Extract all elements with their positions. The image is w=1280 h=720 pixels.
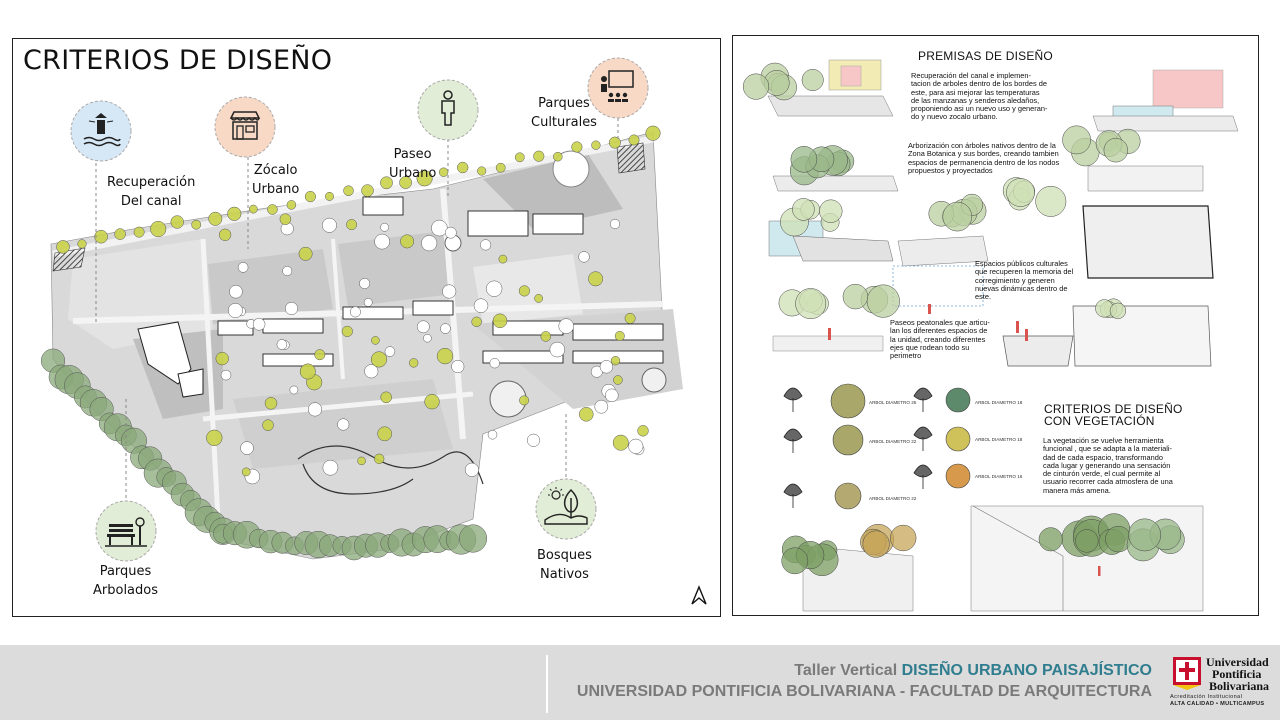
tree-canopy	[323, 460, 338, 475]
tree-legend-symbol	[946, 464, 970, 488]
tree-canopy	[308, 403, 322, 417]
tree-elevation-icon	[784, 429, 802, 453]
tree-canopy	[613, 376, 622, 385]
tree-canopy	[480, 240, 491, 251]
tree-label: ARBOL DIAMETRO 22	[869, 496, 917, 501]
criterion-label-parques-culturales: Parques Culturales	[531, 96, 597, 130]
tree-canopy	[519, 396, 528, 405]
tree-canopy	[459, 525, 487, 553]
tree-sketch	[863, 531, 890, 558]
tree-canopy	[95, 230, 108, 243]
tree-canopy	[588, 272, 602, 286]
tree-canopy	[625, 313, 635, 323]
tree-sketch	[743, 74, 769, 100]
design-premises-illustrations	[733, 36, 1259, 616]
tree-canopy	[322, 218, 336, 232]
tree-label: ARBOL DIAMETRO 22	[869, 439, 917, 444]
tree-canopy	[610, 219, 620, 229]
tree-sketch	[1039, 528, 1062, 551]
tree-canopy	[613, 435, 628, 450]
pedestrian-icon	[417, 79, 479, 141]
tree-canopy	[362, 185, 374, 197]
institution-line: UNIVERSIDAD PONTIFICIA BOLIVARIANA - FACULTAD DE ARQUITECTURA	[576, 683, 1152, 700]
tree-canopy	[285, 302, 298, 315]
tree-canopy	[134, 227, 144, 237]
tree-sketch	[792, 198, 814, 220]
tree-canopy	[442, 285, 456, 299]
tree-sketch	[1129, 519, 1161, 551]
tree-canopy	[283, 266, 292, 275]
tree-canopy	[445, 227, 456, 238]
tree-canopy	[364, 298, 372, 306]
tree-canopy	[228, 303, 242, 317]
tree-canopy	[305, 191, 316, 202]
tree-canopy	[592, 141, 601, 150]
tree-canopy	[338, 419, 350, 431]
tree-canopy	[78, 240, 87, 249]
logo-name-1: Universidad	[1206, 655, 1269, 669]
tree-legend-symbol	[946, 388, 970, 412]
tree-canopy	[375, 234, 390, 249]
tree-canopy	[638, 425, 649, 436]
storefront-icon	[214, 96, 276, 158]
tree-canopy	[325, 192, 333, 200]
tree-canopy	[486, 281, 502, 297]
tree-sketch	[890, 525, 916, 551]
tree-sketch	[819, 200, 842, 223]
tree-canopy	[342, 326, 353, 337]
accreditation-text: Acreditación Institucional	[1170, 694, 1243, 700]
tree-canopy	[381, 392, 392, 403]
tree-canopy	[496, 163, 505, 172]
tree-canopy	[579, 252, 590, 263]
vegetation-heading-line2: CON VEGETACIÓN	[1044, 414, 1155, 428]
tree-canopy	[381, 223, 389, 231]
tree-canopy	[535, 294, 543, 302]
premise-espacios-culturales-text: Espacios públicos culturales que recuperen la memoria del corregimiento y generen nuevas dinámicas dentro de este.	[975, 259, 1074, 302]
premise-arborizacion-text: Arborización con árboles nativos dentro de la Zona Botanica y sus bordes, creando tambien espacios de permanencia dentro de los nodos propuestos y proyectados	[908, 141, 1060, 175]
tree-canopy	[499, 255, 507, 263]
tree-sketch	[802, 69, 823, 90]
tree-canopy	[527, 434, 540, 447]
logo-name-2: Pontificia	[1212, 667, 1262, 681]
tree-sketch	[1075, 530, 1098, 553]
tree-canopy	[595, 400, 608, 413]
tree-sketch	[1063, 126, 1091, 154]
tree-canopy	[238, 262, 248, 272]
tree-legend-symbol	[831, 384, 865, 418]
tree-canopy	[431, 220, 447, 236]
tree-canopy	[605, 389, 618, 402]
tree-canopy	[615, 331, 624, 340]
north-arrow-icon	[690, 585, 708, 607]
tree-canopy	[241, 442, 254, 455]
vegetation-heading-line1: CRITERIOS DE DISEÑO	[1044, 402, 1183, 416]
tree-legend-symbol	[835, 483, 861, 509]
tree-canopy	[206, 430, 222, 446]
course-title: Taller Vertical DISEÑO URBANO PAISAJÍSTICO	[794, 662, 1152, 679]
tree-canopy	[474, 299, 488, 313]
tree-canopy	[371, 352, 387, 368]
tree-canopy	[171, 216, 184, 229]
tree-canopy	[477, 167, 486, 176]
tree-canopy	[228, 207, 242, 221]
tree-canopy	[400, 235, 413, 248]
tree-canopy	[299, 247, 312, 260]
vegetation-text: La vegetación se vuelve herramienta funcional , que se adapta a la materiali- dad de cada espacio, transformando cada lugar y generando una sensación de cinturón verde, el cual permite al usuario recorrer cada atmosfera de una manera más amena.	[1043, 436, 1173, 495]
crest-icon	[1170, 655, 1204, 691]
tree-canopy	[265, 397, 277, 409]
tree-canopy	[350, 307, 360, 317]
tree-elevation-icon	[784, 388, 802, 412]
tree-sketch	[867, 285, 900, 318]
criterion-label-paseo: Paseo Urbano	[389, 147, 437, 181]
tree-canopy	[541, 331, 551, 341]
tree-sketch	[843, 284, 868, 309]
tree-canopy	[263, 420, 274, 431]
footer-bar	[0, 645, 1280, 720]
tree-canopy	[216, 352, 229, 365]
tree-sketch	[1104, 138, 1128, 162]
tree-canopy	[280, 214, 291, 225]
footer-divider	[546, 655, 548, 713]
tree-canopy	[290, 386, 298, 394]
criterion-label-bosques: Bosques Nativos	[537, 548, 592, 582]
tree-canopy	[277, 340, 287, 350]
tree-canopy	[242, 468, 250, 476]
tree-sketch	[796, 288, 826, 318]
tree-canopy	[550, 342, 565, 357]
premises-panel	[732, 35, 1259, 616]
tree-elevation-icon	[914, 465, 932, 489]
tree-canopy	[378, 427, 392, 441]
tree-canopy	[423, 334, 431, 342]
tree-canopy	[553, 152, 562, 161]
criterion-label-parques-arbolados: Parques Arbolados	[93, 564, 158, 598]
tree-canopy	[425, 394, 440, 409]
tree-canopy	[374, 454, 384, 464]
tree-canopy	[371, 336, 379, 344]
tree-canopy	[646, 126, 661, 141]
tree-canopy	[629, 439, 644, 454]
tree-canopy	[488, 430, 497, 439]
tree-legend-symbol	[833, 425, 863, 455]
tree-canopy	[579, 407, 593, 421]
tree-canopy	[534, 151, 545, 162]
tree-canopy	[452, 360, 465, 373]
tree-canopy	[629, 135, 639, 145]
page-title: CRITERIOS DE DISEÑO	[23, 45, 333, 76]
tree-legend-symbol	[946, 427, 970, 451]
tree-sketch	[1006, 178, 1034, 206]
tree-canopy	[609, 137, 620, 148]
tree-canopy	[493, 314, 507, 328]
tree-canopy	[57, 240, 70, 253]
tree-canopy	[344, 186, 354, 196]
tree-canopy	[600, 360, 613, 373]
tree-canopy	[490, 358, 500, 368]
criteria-panel	[12, 38, 721, 617]
tree-elevation-icon	[784, 484, 802, 508]
tree-canopy	[287, 200, 296, 209]
tree-label: ARBOL DIAMETRO 18	[975, 400, 1023, 405]
tree-sketch	[943, 202, 972, 231]
tree-canopy	[611, 356, 620, 365]
tree-elevation-icon	[914, 388, 932, 412]
tree-canopy	[253, 318, 265, 330]
criterion-label-zocalo: Zócalo Urbano	[252, 163, 300, 197]
tree-sketch	[791, 146, 817, 172]
park-bench-icon	[95, 500, 157, 562]
university-logo	[1168, 653, 1276, 717]
tree-canopy	[219, 229, 231, 241]
tree-label: ARBOL DIAMETRO 25	[869, 400, 917, 405]
tree-label: ARBOL DIAMETRO 18	[975, 437, 1023, 442]
tree-canopy	[472, 317, 482, 327]
tree-canopy	[315, 350, 325, 360]
tree-label: ARBOL DIAMETRO 16	[975, 474, 1023, 479]
tree-canopy	[417, 321, 429, 333]
tree-canopy	[192, 220, 201, 229]
tree-canopy	[300, 364, 315, 379]
lighthouse-icon	[70, 100, 132, 162]
forest-icon	[535, 478, 597, 540]
premise-canal-text: Recuperación del canal e implemen- tacion de arboles dentro de los bordes de este, para asi mejorar las temperaturas de las manzanas y senderos aledaños, proponiendo asi un nuevo uso y generan- do y nuevo zocalo urbano.	[911, 71, 1048, 122]
tree-elevation-icon	[914, 427, 932, 451]
tree-canopy	[249, 205, 257, 213]
accreditation-level: ALTA CALIDAD • MULTICAMPUS	[1170, 701, 1265, 707]
tree-canopy	[440, 324, 450, 334]
tree-canopy	[559, 319, 574, 334]
tree-canopy	[221, 370, 231, 380]
tree-sketch	[1110, 303, 1126, 319]
tree-canopy	[267, 205, 277, 215]
tree-canopy	[437, 348, 453, 364]
tree-sketch	[1036, 186, 1066, 216]
tree-canopy	[421, 235, 437, 251]
tree-canopy	[150, 221, 166, 237]
tree-canopy	[409, 359, 418, 368]
premise-paseos-text: Paseos peatonales que articu- lan los diferentes espacios de la unidad, creando diferentes ejes que rodean todo su perimetro	[890, 318, 990, 361]
tree-canopy	[465, 463, 479, 477]
tree-canopy	[359, 278, 369, 288]
tree-canopy	[519, 286, 530, 297]
tree-canopy	[358, 457, 366, 465]
tree-canopy	[572, 142, 583, 153]
logo-name-3: Bolivariana	[1209, 679, 1270, 693]
tree-canopy	[209, 212, 222, 225]
tree-canopy	[439, 168, 448, 177]
tree-canopy	[385, 347, 395, 357]
tree-canopy	[515, 153, 524, 162]
criterion-label-canal: Recuperación Del canal	[107, 175, 196, 209]
premises-heading: PREMISAS DE DISEÑO	[918, 49, 1053, 63]
tree-canopy	[229, 285, 242, 298]
tree-canopy	[115, 229, 126, 240]
tree-sketch	[782, 548, 808, 574]
tree-canopy	[457, 162, 468, 173]
tree-canopy	[346, 219, 356, 229]
